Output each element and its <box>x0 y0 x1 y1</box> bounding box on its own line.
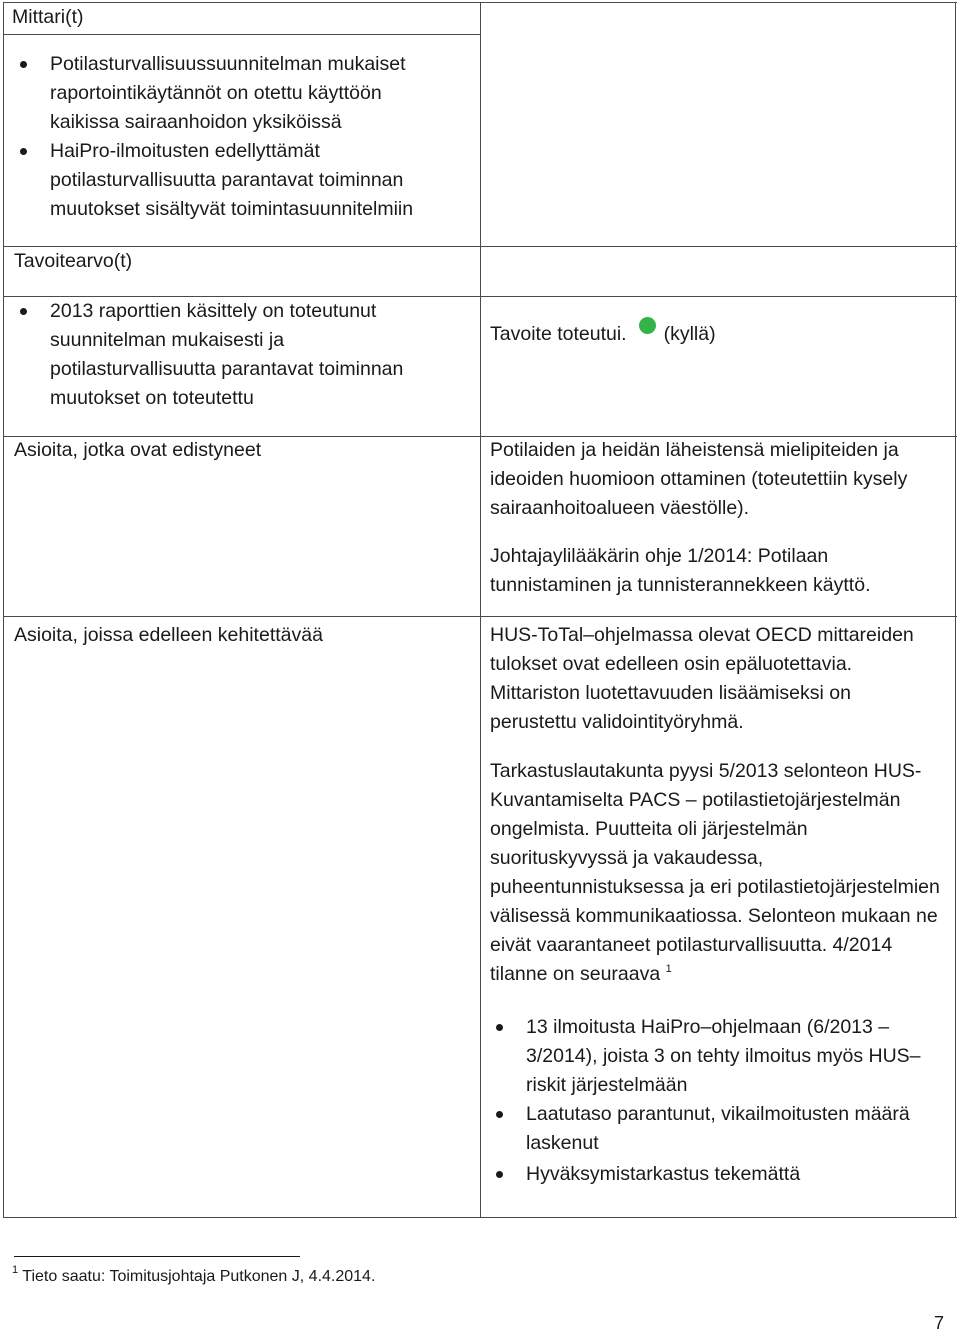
kehitettavaa-heading: Asioita, joissa edelleen kehitettävää <box>14 624 323 646</box>
row-divider-mittari <box>3 34 481 35</box>
tavoitearvo-item: 2013 raporttien käsittely on toteutunut suunnitelman mukaisesti ja potilasturvallisuutta parantavat toiminnan muutokset on toteutettu <box>14 297 454 413</box>
footnote-separator <box>14 1256 300 1257</box>
mittari-list <box>14 50 454 224</box>
page-number: 7 <box>934 1313 945 1333</box>
row-divider-tavoitearvo <box>3 246 957 247</box>
kehitettavaa-paragraph <box>490 757 940 989</box>
tavoitearvo-list <box>14 297 454 413</box>
edistyneet-paragraph: Johtajaylilääkärin ohje 1/2014: Potilaan tunnistaminen ja tunnisterannekkeen käyttö. <box>490 545 871 596</box>
table-border-left <box>3 2 4 1218</box>
kehitettavaa-item: Laatutaso parantunut, vikailmoitusten määrä laskenut <box>490 1100 940 1158</box>
edistyneet-heading: Asioita, jotka ovat edistyneet <box>14 439 262 461</box>
kehitettavaa-list <box>490 1013 940 1189</box>
mittari-item: Potilasturvallisuussuunnitelman mukaiset raportointikäytännöt on otettu käyttöön kaikissa sairaanhoidon yksiköissä <box>14 50 454 137</box>
table-column-divider <box>480 2 481 1218</box>
tavoite-status: (kyllä) <box>663 323 716 345</box>
footnote-ref[interactable]: 1 <box>665 963 672 975</box>
footnote-number: 1 <box>12 1264 19 1276</box>
table-border-right <box>955 2 956 1218</box>
status-dot-icon <box>639 317 656 334</box>
row-divider-kehitettavaa <box>3 616 957 617</box>
kehitettavaa-item: 13 ilmoitusta HaiPro–ohjelmaan (6/2013 – 3/2014), joista 3 on tehty ilmoitus myös HUS–riskit järjestelmään <box>490 1013 940 1100</box>
kehitettavaa-paragraph: HUS-ToTal–ohjelmassa olevat OECD mittareiden tulokset ovat edelleen osin epäluotettavia. Mittariston luotettavuuden lisäämiseksi on perustettu validointityöryhmä. <box>490 624 914 733</box>
mittari-heading: Mittari(t) <box>12 6 84 28</box>
tavoite-status-row <box>490 317 940 349</box>
edistyneet-content <box>490 436 940 600</box>
tavoite-text: Tavoite toteutui. <box>490 323 627 345</box>
tavoitearvo-heading: Tavoitearvo(t) <box>14 250 133 272</box>
edistyneet-paragraph: Potilaiden ja heidän läheistensä mielipiteiden ja ideoiden huomioon ottaminen (toteutettiin kysely sairaanhoitoalueen väestölle). <box>490 439 908 519</box>
mittari-item: HaiPro-ilmoitusten edellyttämät potilasturvallisuutta parantavat toiminnan muutokset sisältyvät toimintasuunnitelmiin <box>14 137 454 224</box>
footnote-text: Tieto saatu: Toimitusjohtaja Putkonen J, 4.4.2014. <box>22 1268 376 1285</box>
footnote <box>12 1266 375 1288</box>
kehitettavaa-content <box>490 621 940 1189</box>
kehitettavaa-paragraph-text: Tarkastuslautakunta pyysi 5/2013 selonteon HUS-Kuvantamiselta PACS – potilastietojärjestelmän ongelmista. Puutteita oli järjestelmän suorituskyvyssä ja vakaudessa, puheentunnistuksessa ja eri potilastietojärjestelmien välisessä kommunikaatiossa. Selonteon mukaan ne eivät vaarantaneet potilasturvallisuutta. 4/2014 tilanne on seuraava <box>490 760 940 985</box>
kehitettavaa-item: Hyväksymistarkastus tekemättä <box>490 1160 940 1189</box>
